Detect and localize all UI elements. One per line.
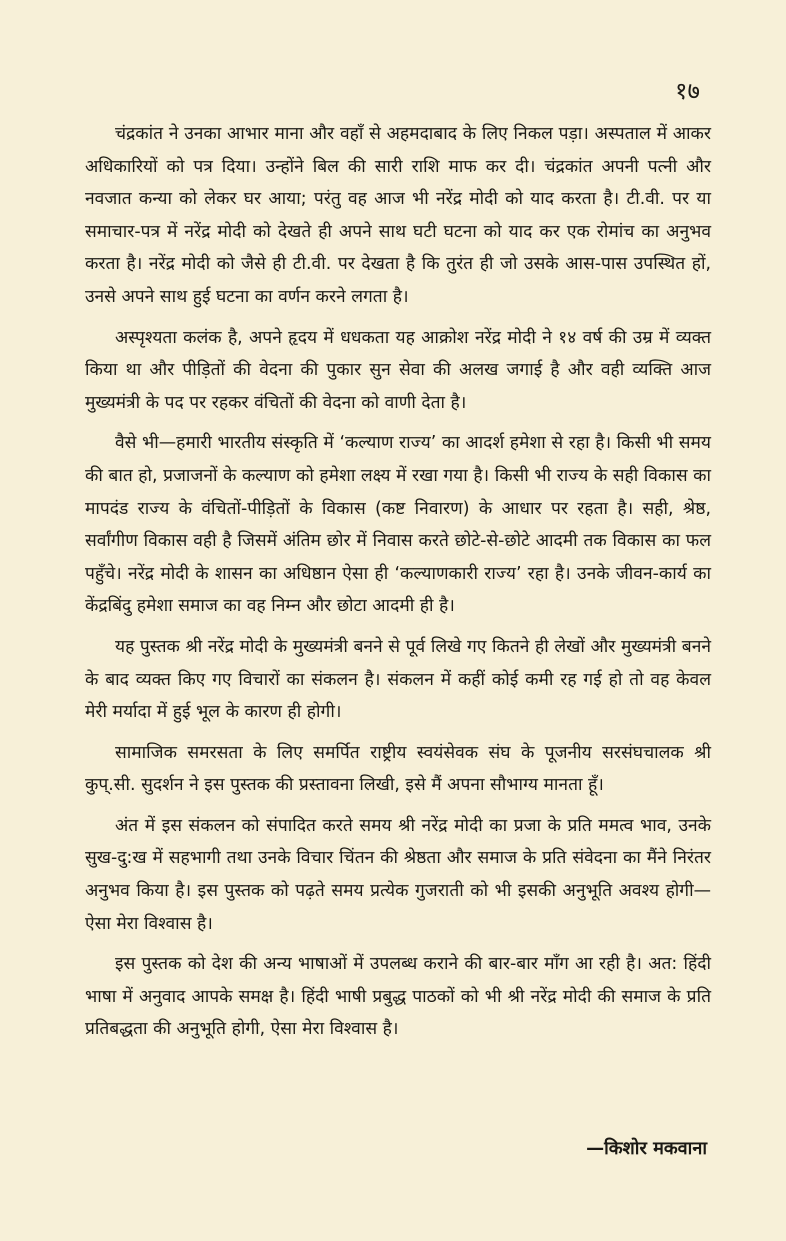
- paragraph-3: वैसे भी—हमारी भारतीय संस्कृति में ‘कल्याण राज्य’ का आदर्श हमेशा से रहा है। किसी भी समय की बात हो, प्रजाजनों के कल्याण को हमेशा लक्ष्य में रखा गया है। किसी भी राज्य के सही विकास का मापदंड राज्य के वंचितों-पीड़ितों के विकास (कष्ट निवारण) के आधार पर रहता है। सही, श्रेष्ठ, सर्वांगीण विकास वही है जिसमें अंतिम छोर में निवास करते छोटे-से-छोटे आदमी तक विकास का फल पहुँचे। नरेंद्र मोदी के शासन का अधिष्ठान ऐसा ही ‘कल्याणकारी राज्य’ रहा है। उनके जीवन-कार्य का केंद्रबिंदु हमेशा समाज का वह निम्न और छोटा आदमी ही है।: [85, 433, 711, 617]
- paragraph-4: यह पुस्तक श्री नरेंद्र मोदी के मुख्यमंत्री बनने से पूर्व लिखे गए कितने ही लेखों और मुख्यमंत्री बनने के बाद व्यक्त किए गए विचारों का संकलन है। संकलन में कहीं कोई कमी रह गई हो तो वह केवल मेरी मर्यादा में हुई भूल के कारण ही होगी।: [85, 636, 711, 723]
- paragraph-1: चंद्रकांत ने उनका आभार माना और वहाँ से अहमदाबाद के लिए निकल पड़ा। अस्पताल में आकर अधिकारियों को पत्र दिया। उन्होंने बिल की सारी राशि माफ कर दी। चंद्रकांत अपनी पत्नी और नवजात कन्या को लेकर घर आया; परंतु वह आज भी नरेंद्र मोदी को याद करता है। टी.वी. पर या समाचार-पत्र में नरेंद्र मोदी को देखते ही अपने साथ घटी घटना को याद कर एक रोमांच का अनुभव करता है। नरेंद्र मोदी को जैसे ही टी.वी. पर देखता है कि तुरंत ही जो उसके आस-पास उपस्थित हों, उनसे अपने साथ हुई घटना का वर्णन करने लगता है।: [85, 124, 711, 307]
- paragraph-2: अस्पृश्यता कलंक है, अपने हृदय में धधकता यह आक्रोश नरेंद्र मोदी ने १४ वर्ष की उम्र में व्यक्त किया था और पीड़ितों की वेदना की पुकार सुन सेवा की अलख जगाई है और वही व्यक्ति आज मुख्यमंत्री के पद पर रहकर वंचितों की वेदना को वाणी देता है।: [85, 327, 711, 413]
- paragraph-6: अंत में इस संकलन को संपादित करते समय श्री नरेंद्र मोदी का प्रजा के प्रति ममत्व भाव, उनके सुख-दु:ख में सहभागी तथा उनके विचार चिंतन की श्रेष्ठता और समाज के प्रति संवेदना का मैंने निरंतर अनुभव किया है। इस पुस्तक को पढ़ते समय प्रत्येक गुजराती को भी इसकी अनुभूति अवश्य होगी—ऐसा मेरा विश्वास है।: [85, 815, 711, 934]
- paragraph-7: इस पुस्तक को देश की अन्य भाषाओं में उपलब्ध कराने की बार-बार माँग आ रही है। अत: हिंदी भाषा में अनुवाद आपके समक्ष है। हिंदी भाषी प्रबुद्ध पाठकों को भी श्री नरेंद्र मोदी की समाज के प्रति प्रतिबद्धता की अनुभूति होगी, ऐसा मेरा विश्वास है।: [85, 954, 711, 1040]
- author-signature: —किशोर मकवाना: [586, 1138, 707, 1159]
- page-number: १७: [675, 77, 700, 105]
- paragraph-5: सामाजिक समरसता के लिए समर्पित राष्ट्रीय स्वयंसेवक संघ के पूजनीय सरसंघचालक श्री कुप्.सी. सुदर्शन ने इस पुस्तक की प्रस्तावना लिखी, इसे मैं अपना सौभाग्य मानता हूँ।: [85, 742, 711, 796]
- body-text: [85, 118, 711, 1054]
